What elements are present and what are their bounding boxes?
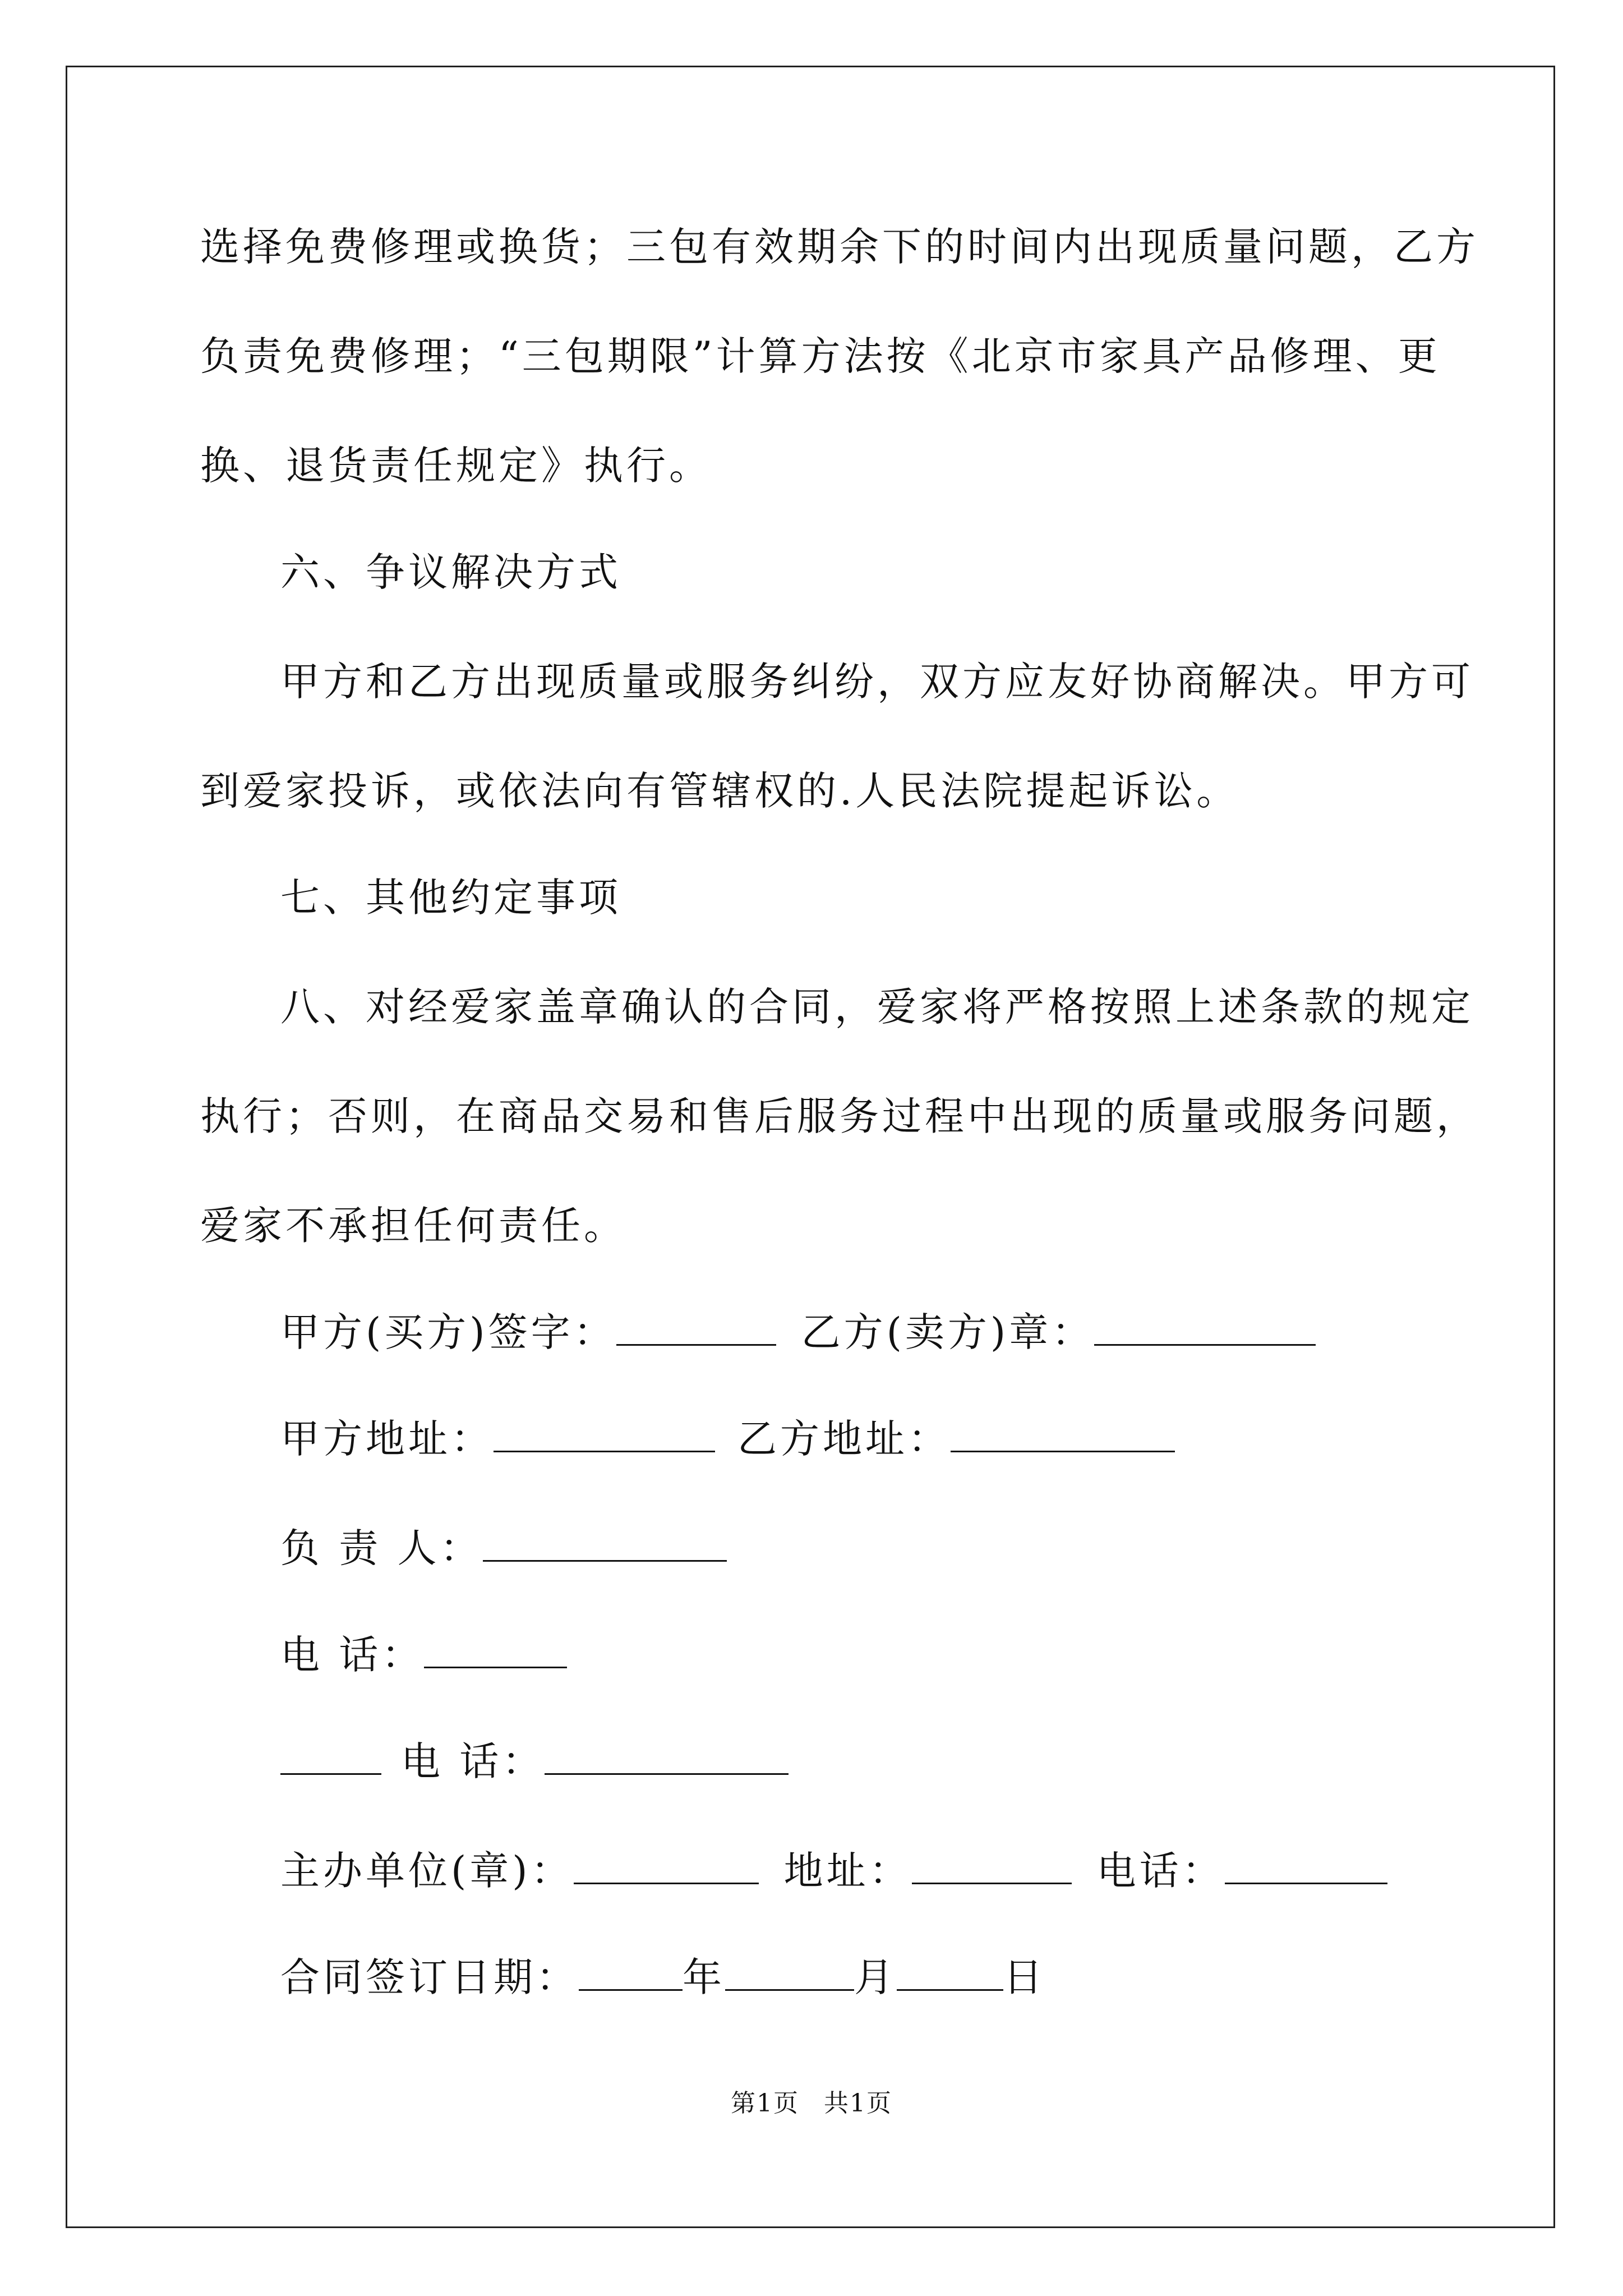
party-a-sign-label: 甲方(买方)签字： — [280, 1309, 616, 1355]
signature-row-organizer — [280, 1846, 1514, 1896]
signature-row-phone2 — [280, 1736, 1514, 1787]
page-footer — [0, 2087, 1623, 2120]
year-label: 年 — [683, 1954, 725, 2000]
section-heading-dispute: 六、争议解决方式 — [280, 549, 621, 595]
signature-row-phone — [280, 1630, 1514, 1680]
organizer-field[interactable] — [574, 1848, 759, 1884]
person-in-charge-label: 负 责 人： — [280, 1525, 483, 1571]
party-b-seal-field[interactable] — [1094, 1309, 1316, 1346]
month-field[interactable] — [725, 1954, 854, 1991]
party-b-address-label: 乙方地址： — [737, 1416, 951, 1462]
signature-row-person — [280, 1523, 1514, 1573]
day-label: 日 — [1003, 1954, 1046, 2000]
party-a-address-label: 甲方地址： — [280, 1416, 494, 1462]
page-total: 共1页 — [824, 2089, 892, 2118]
body-line: 换、退货责任规定》执行。 — [200, 443, 712, 489]
body-line: 八、对经爱家盖章确认的合同，爱家将严格按照上述条款的规定 — [280, 984, 1474, 1030]
organizer-label: 主办单位(章)： — [280, 1848, 574, 1894]
party-a-sign-field[interactable] — [616, 1309, 776, 1346]
signature-row-parties — [280, 1307, 1514, 1358]
page-number: 第1页 — [731, 2089, 799, 2118]
party-a-address-field[interactable] — [494, 1416, 715, 1452]
body-line: 到爱家投诉，或依法向有管辖权的.人民法院提起诉讼。 — [200, 768, 1239, 814]
section-heading-other: 七、其他约定事项 — [280, 875, 621, 921]
phone-label: 电 话： — [280, 1632, 425, 1678]
phone2-field[interactable] — [545, 1738, 789, 1775]
body-line: 选择免费修理或换货；三包有效期余下的时间内出现质量问题，乙方 — [200, 224, 1479, 270]
body-line: 负责免费修理；“三包期限”计算方法按《北京市家具产品修理、更 — [200, 333, 1441, 379]
month-label: 月 — [854, 1954, 897, 2000]
address-label: 地址： — [783, 1848, 912, 1894]
body-line: 甲方和乙方出现质量或服务纠纷，双方应友好协商解决。甲方可 — [280, 659, 1474, 705]
phone2-label: 电 话： — [401, 1738, 545, 1784]
address-field[interactable] — [912, 1848, 1072, 1884]
body-line: 执行；否则，在商品交易和售后服务过程中出现的质量或服务问题， — [200, 1093, 1479, 1139]
phone3-field[interactable] — [1225, 1848, 1387, 1884]
signature-row-date — [280, 1952, 1514, 2003]
page-border — [66, 66, 1555, 2228]
body-line: 爱家不承担任何责任。 — [200, 1203, 626, 1249]
phone3-label: 电话： — [1096, 1848, 1225, 1894]
date-label: 合同签订日期： — [280, 1954, 579, 2000]
year-field[interactable] — [579, 1954, 683, 1991]
party-b-seal-label: 乙方(卖方)章： — [801, 1309, 1095, 1355]
prefix-field[interactable] — [280, 1738, 381, 1775]
signature-row-addresses — [280, 1414, 1514, 1464]
person-in-charge-field[interactable] — [483, 1525, 727, 1562]
day-field[interactable] — [897, 1954, 1003, 1991]
party-b-address-field[interactable] — [951, 1416, 1175, 1452]
phone-field[interactable] — [424, 1632, 567, 1668]
